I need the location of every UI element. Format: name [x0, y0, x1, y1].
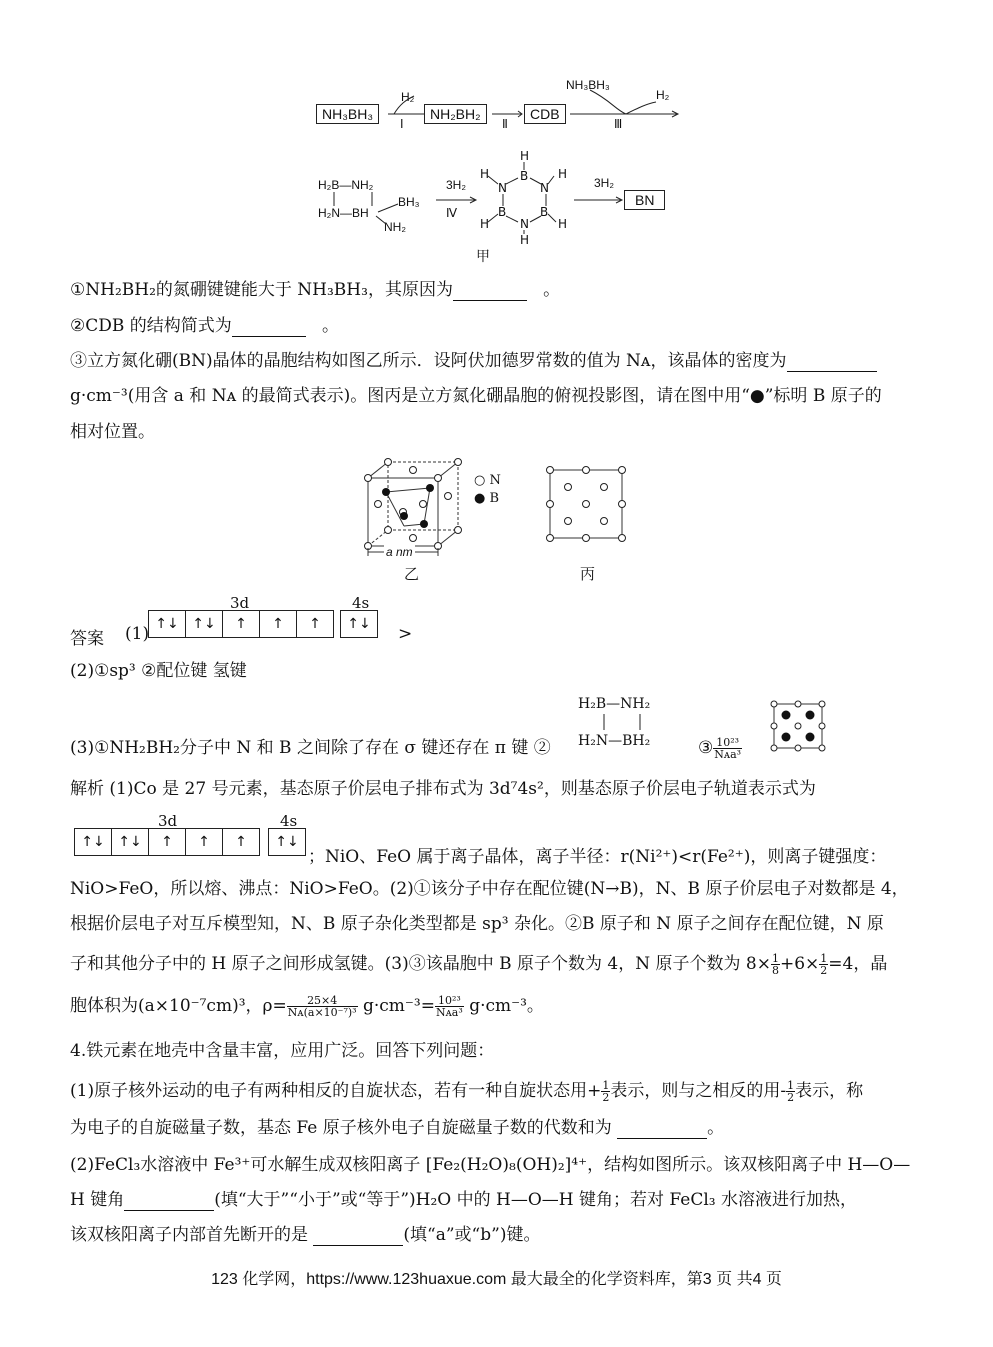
box-bn: BN: [624, 190, 665, 210]
half-n: 1: [787, 1079, 795, 1092]
label-bing: 丙: [580, 565, 596, 583]
rho-num: 25×4: [287, 995, 358, 1007]
q4-blank-1: [617, 1122, 707, 1139]
rho2-den: Nᴀa³: [435, 1006, 463, 1019]
projection-bing: [546, 466, 628, 542]
label-jia: 甲: [476, 249, 490, 265]
q4-blank-3: [313, 1229, 403, 1246]
svg-text:B: B: [520, 169, 529, 183]
crystal-cell-yi: [358, 456, 508, 562]
answer-orbital-3d: [148, 610, 334, 638]
frac-half-minus: [786, 1080, 795, 1103]
q4-l2-end: 。: [707, 1118, 725, 1138]
q4-l4b: (填“大于”“小于”或“等于”)H₂O 中的 H—O—H 键角；若对 FeCl₃ 水溶液进行加热，: [214, 1190, 858, 1210]
orbital-box: ↑↓: [149, 611, 186, 637]
q1-blank: [453, 284, 527, 301]
mol-left-line2: H₂N—BH: [318, 206, 369, 220]
l5c: =4，晶: [828, 954, 888, 974]
mol-left-bh3: BH₃: [398, 195, 420, 209]
legend-b-text: B: [489, 491, 500, 506]
answer-cdb-line1: H₂B—NH₂: [578, 696, 651, 712]
answer-p2: (2)①sp³ ②配位键 氢键: [70, 661, 247, 681]
f1n: 1: [771, 952, 779, 965]
question-2: [70, 315, 339, 337]
question-1: [70, 279, 560, 301]
answer-label: 答案: [70, 629, 104, 649]
legend-b: ● B: [474, 491, 500, 506]
density-num: 10²³: [713, 737, 742, 749]
analysis-4s-label: 4s: [280, 812, 298, 830]
rho2-fraction: [435, 995, 464, 1018]
frac-1-2: [819, 953, 828, 976]
arrow-to-bn: [572, 190, 628, 210]
orbital-box: ↑↓: [112, 829, 149, 855]
answer-p3: (3)①NH₂BH₂分子中 N 和 B 之间除了存在 σ 键还存在 π 键 ②: [70, 738, 551, 758]
frac-half-plus: [601, 1080, 610, 1103]
analysis-line-6: [70, 995, 544, 1018]
step-4: Ⅳ: [446, 206, 458, 220]
svg-text:N: N: [540, 181, 549, 195]
analysis-orbital-4s: [268, 828, 306, 856]
q4-blank-2: [124, 1194, 214, 1211]
analysis-line-1: 解析 (1)Co 是 27 号元素，基态原子价层电子排布式为 3d⁷4s²，则基态原子价层电子轨道表示式为: [70, 779, 816, 799]
q3-blank: [787, 355, 877, 372]
svg-text:H: H: [520, 149, 530, 163]
rho2-num: 10²³: [435, 995, 464, 1007]
answer-gt: >: [398, 624, 413, 644]
q4-title: 4.铁元素在地壳中含量丰富，应用广泛。回答下列问题：: [70, 1041, 495, 1061]
svg-text:H: H: [558, 217, 568, 231]
f2n: 1: [820, 952, 828, 965]
q4-l1a: (1)原子核外运动的电子有两种相反的自旋状态，若有一种自旋状态用+: [70, 1081, 602, 1101]
mol-left-extra-bonds: [370, 200, 410, 230]
svg-text:B: B: [498, 205, 507, 219]
half-d: 2: [787, 1091, 795, 1104]
mol-left-line1: H₂B—NH₂: [318, 178, 374, 192]
box-nh2bh2: NH₂BH₂: [424, 104, 487, 124]
l5b: +6×: [779, 954, 820, 974]
q4-l4a: H 键角: [70, 1190, 125, 1210]
step-2: Ⅱ: [502, 117, 508, 131]
answer-cdb-line2: H₂N—BH₂: [578, 733, 651, 749]
f2d: 2: [820, 964, 828, 977]
l6b: g·cm⁻³=: [363, 996, 435, 1016]
analysis-3d-label: 3d: [158, 812, 178, 830]
orbital-box: ↑: [223, 611, 260, 637]
legend-n: ○ N: [474, 473, 501, 488]
question-3c: 相对位置。: [70, 422, 155, 442]
box-cdb: CDB: [524, 104, 566, 124]
l5a: 子和其他分子中的 H 原子之间形成氢键。(3)③该晶胞中 B 原子个数为 4，N 原子个数为 8×: [70, 954, 771, 974]
half-d: 2: [602, 1091, 610, 1104]
q4-l5a: 该双核阳离子内部首先断开的是: [70, 1225, 308, 1245]
answer-3d-label: 3d: [230, 594, 250, 612]
answer-projection-filled: [770, 700, 826, 752]
answer-4s-label: 4s: [352, 594, 370, 612]
analysis-orbital-3d: [74, 828, 260, 856]
rho-fraction: [287, 995, 358, 1018]
q4-l1c: 表示，称: [795, 1081, 864, 1101]
q4-line-3: (2)FeCl₃水溶液中 Fe³⁺可水解生成双核阳离子 [Fe₂(H₂O)₈(OH)₂]⁴⁺，结构如图所示。该双核阳离子中 H—O—: [70, 1155, 911, 1175]
q2-end: 。: [322, 316, 339, 336]
svg-text:H: H: [480, 217, 490, 231]
svg-text:H: H: [480, 167, 490, 181]
analysis-line-5: [70, 953, 887, 976]
density-fraction: [713, 737, 742, 760]
q1-end: 。: [543, 280, 561, 300]
q2-blank: [232, 320, 306, 337]
answer-orbital-4s: [340, 610, 378, 638]
frac-1-8: [771, 953, 780, 976]
analysis-line-3: NiO>FeO，所以熔、沸点：NiO>FeO。(2)①该分子中存在配位键(N→B)，N、B 原子价层电子对数都是 4，: [70, 879, 909, 899]
orbital-box: ↑: [235, 834, 247, 850]
svg-text:H: H: [558, 167, 568, 181]
svg-text:N: N: [498, 181, 507, 195]
q4-line-2: [70, 1117, 724, 1139]
box-nh3bh3: NH₃BH₃: [316, 104, 379, 124]
q4-line-5: [70, 1224, 540, 1246]
page-footer: 123 化学网，https://www.123huaxue.com 最大最全的化学资料库，第3 页 共4 页: [211, 1271, 782, 1288]
orbital-box: ↑↓: [75, 829, 112, 855]
label-yi: 乙: [404, 565, 420, 583]
l6c: g·cm⁻³。: [469, 996, 544, 1016]
h2-label-3: H₂: [656, 88, 670, 102]
h2-3b: 3H₂: [594, 176, 614, 190]
analysis-line-2: ；NiO、FeO 属于离子晶体，离子半径：r(Ni²⁺)<r(Fe²⁺)，则离子键强度：: [308, 847, 887, 867]
rho-den: Nᴀ(a×10⁻⁷)³: [287, 1006, 357, 1019]
orbital-box: ↑: [186, 829, 223, 855]
q1-text: ①NH₂BH₂的氮硼键键能大于 NH₃BH₃，其原因为: [70, 280, 453, 300]
a-nm-label: a nm: [386, 545, 413, 559]
orbital-box: ↑: [260, 611, 297, 637]
f1d: 8: [771, 964, 779, 977]
density-den: Nᴀa³: [714, 748, 742, 761]
orbital-box: ↑: [309, 616, 321, 632]
svg-text:H: H: [520, 233, 530, 247]
q4-l5b: (填“a”或“b”)键。: [403, 1225, 541, 1245]
step-1: Ⅰ: [400, 117, 404, 131]
analysis-line-4: 根据价层电子对互斥模型知，N、B 原子杂化类型都是 sp³ 杂化。②B 原子和 N 原子之间存在配位键，N 原: [70, 914, 884, 934]
q4-line-4: [70, 1189, 857, 1211]
half-n: 1: [602, 1079, 610, 1092]
h2-label-1: H₂: [401, 90, 415, 104]
orbital-box: ↑↓: [275, 834, 299, 850]
orbital-box: ↑↓: [347, 616, 371, 632]
orbital-box: ↑↓: [186, 611, 223, 637]
mol-left-nh2: NH₂: [384, 220, 406, 234]
q3a-text: ③立方氮化硼(BN)晶体的晶胞结构如图乙所示．设阿伏加德罗常数的值为 Nᴀ，该晶体的密度为: [70, 351, 787, 371]
q4-l1b: 表示，则与之相反的用-: [610, 1081, 787, 1101]
q4-l2: 为电子的自旋磁量子数，基态 Fe 原子核外电子自旋磁量子数的代数和为: [70, 1118, 612, 1138]
legend-n-text: N: [489, 473, 501, 488]
q2-text: ②CDB 的结构简式为: [70, 316, 232, 336]
question-3b: g·cm⁻³(用含 a 和 Nᴀ 的最简式表示)。图丙是立方氮化硼晶胞的俯视投影图，请在图中用“●”标明 B 原子的: [70, 386, 882, 406]
q4-line-1: [70, 1080, 863, 1103]
answer-p1: (1): [125, 624, 150, 644]
svg-text:B: B: [540, 205, 549, 219]
answer-p3-3: [698, 737, 742, 760]
answer-cdb-bonds: [600, 712, 660, 732]
borazine-jia: [478, 148, 574, 248]
svg-text:N: N: [520, 217, 529, 231]
step-3: Ⅲ: [614, 117, 623, 131]
circle-3: ③: [698, 738, 714, 758]
nh3bh3-reagent: NH₃BH₃: [566, 78, 610, 92]
question-3a: [70, 350, 877, 372]
scheme-arrows: [380, 80, 690, 130]
h2-3a: 3H₂: [446, 178, 466, 192]
l6a: 胞体积为(a×10⁻⁷cm)³，ρ=: [70, 996, 287, 1016]
orbital-box: ↑: [149, 829, 186, 855]
